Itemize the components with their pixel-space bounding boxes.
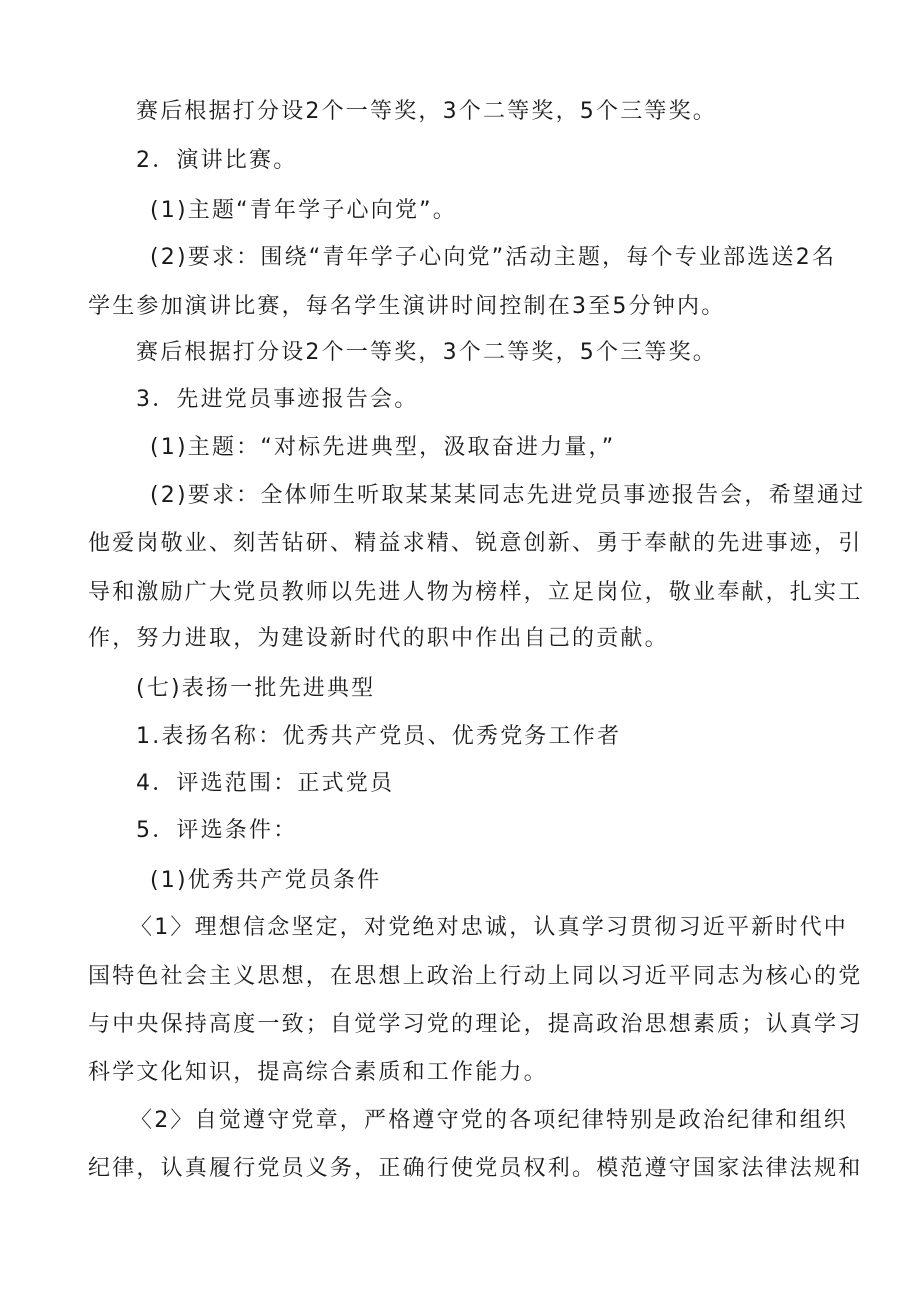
paragraph-line: 学生参加演讲比赛，每名学生演讲时间控制在3至5分钟内。 (88, 294, 726, 319)
paragraph-line: 科学文化知识，提高综合素质和工作能力。 (88, 1060, 548, 1085)
paragraph-line: 他爱岗敬业、刻苦钻研、精益求精、锐意创新、勇于奉献的先进事迹，引 (88, 531, 863, 556)
paragraph-line: 赛后根据打分设2个一等奖，3个二等奖，5个三等奖。 (136, 99, 717, 124)
section-heading: (七)表扬一批先进典型 (136, 676, 376, 701)
paragraph-line: (1)优秀共产党员条件 (150, 868, 382, 893)
paragraph-line: 纪律，认真履行党员义务，正确行使党员权利。模范遵守国家法律法规和 (88, 1156, 863, 1181)
paragraph-line: 5．评选条件： (136, 818, 298, 843)
paragraph-line: 赛后根据打分设2个一等奖，3个二等奖，5个三等奖。 (136, 340, 717, 365)
paragraph-line: (2)要求：全体师生听取某某某同志先进党员事迹报告会，希望通过 (150, 483, 866, 508)
paragraph-line: 与中央保持高度一致；自觉学习党的理论，提高政治思想素质；认真学习 (88, 1012, 863, 1037)
paragraph-line: (1)主题：“对标先进典型，汲取奋进力量，” (150, 435, 616, 460)
paragraph-line: (1)主题“青年学子心向党”。 (150, 198, 457, 223)
paragraph-line: 1.表扬名称：优秀共产党员、优秀党务工作者 (136, 724, 622, 749)
paragraph-line: (2)要求：围绕“青年学子心向党”活动主题，每个专业部选送2名 (150, 245, 837, 270)
paragraph-line: 导和激励广大党员教师以先进人物为榜样，立足岗位，敬业奉献，扎实工 (88, 580, 863, 605)
paragraph-line: 3．先进党员事迹报告会。 (136, 387, 419, 412)
paragraph-line: 2．演讲比赛。 (136, 148, 298, 173)
paragraph-line: 〈1〉理想信念坚定，对党绝对忠诚，认真学习贯彻习近平新时代中 (130, 915, 848, 940)
paragraph-line: 4．评选范围：正式党员 (136, 771, 395, 796)
paragraph-line: 〈2〉自觉遵守党章，严格遵守党的各项纪律特别是政治纪律和组织 (130, 1108, 848, 1133)
paragraph-line: 国特色社会主义思想，在思想上政治上行动上同以习近平同志为核心的党 (88, 964, 863, 989)
paragraph-line: 作，努力进取，为建设新时代的职中作出自己的贡献。 (88, 626, 669, 651)
